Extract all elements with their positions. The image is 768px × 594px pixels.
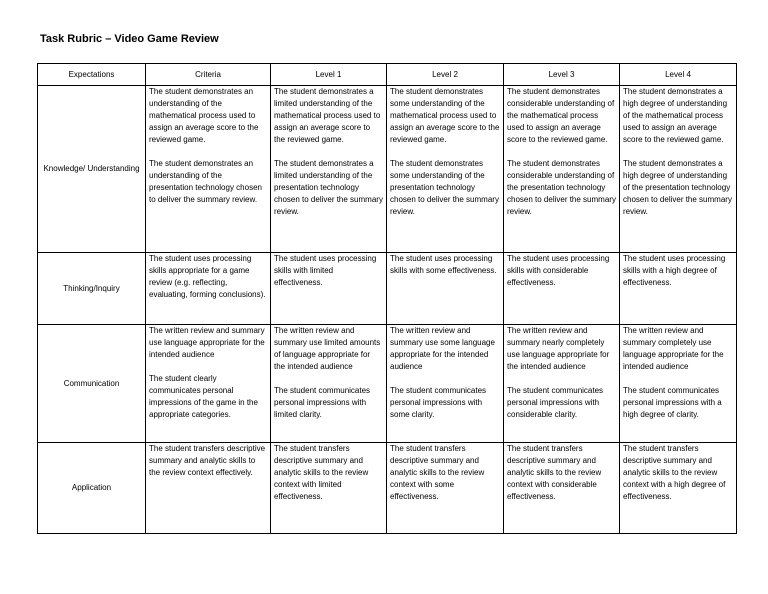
level-1-cell (271, 253, 387, 325)
level-1-cell (271, 86, 387, 253)
level-1-cell (271, 443, 387, 534)
cell-text: The student uses processing skills with a high degree of effectiveness. (623, 254, 726, 287)
expectation-cell: Thinking/Inquiry (38, 253, 146, 325)
cell-text: The student communicates personal impressions with a high degree of clarity. (623, 386, 722, 419)
level-3-cell (504, 443, 620, 534)
cell-text: The student demonstrates a limited understanding of the presentation technology chosen to deliver the summary review. (274, 159, 383, 216)
table-row (38, 325, 737, 443)
cell-text: The student communicates personal impressions with some clarity. (390, 386, 487, 419)
level-4-cell (620, 86, 737, 253)
level-4-cell (620, 443, 737, 534)
level-2-cell (387, 86, 504, 253)
cell-text: The student communicates personal impressions with limited clarity. (274, 386, 371, 419)
cell-text: The student uses processing skills with some effectiveness. (390, 254, 497, 275)
cell-text: The student demonstrates a limited understanding of the mathematical process used to assign an average score to the reviewed game. (274, 87, 381, 144)
table-row (38, 86, 737, 253)
cell-text: The student clearly communicates personal impressions of the game in the appropriate categories. (149, 374, 258, 419)
criteria-cell (146, 325, 271, 443)
criteria-cell (146, 253, 271, 325)
header-level-4: Level 4 (620, 64, 737, 86)
expectation-cell: Knowledge/ Understanding (38, 86, 146, 253)
cell-text: The student demonstrates a high degree of understanding of the presentation technology chosen to deliver the summary review. (623, 159, 732, 216)
header-level-2: Level 2 (387, 64, 504, 86)
cell-text: The student communicates personal impressions with considerable clarity. (507, 386, 604, 419)
page-title: Task Rubric – Video Game Review (40, 33, 219, 45)
cell-text: The student transfers descriptive summary and analytic skills to the review context with limited effectiveness. (274, 444, 369, 501)
cell-text: The written review and summary use some language appropriate for the intended audience (390, 326, 495, 371)
expectation-cell: Application (38, 443, 146, 534)
cell-text: The student demonstrates a high degree of understanding of the mathematical process used to assign an average score to the reviewed game. (623, 87, 728, 144)
cell-text: The student demonstrates some understanding of the presentation technology chosen to deliver the summary review. (390, 159, 499, 216)
level-3-cell (504, 86, 620, 253)
level-2-cell (387, 253, 504, 325)
level-3-cell (504, 325, 620, 443)
cell-text: The written review and summary nearly completely use language appropriate for the intended audience (507, 326, 610, 371)
criteria-cell (146, 443, 271, 534)
cell-text: The student transfers descriptive summary and analytic skills to the review context with considerable effectiveness. (507, 444, 602, 501)
table-header-row (38, 64, 737, 86)
level-4-cell (620, 253, 737, 325)
level-2-cell (387, 325, 504, 443)
header-level-1: Level 1 (271, 64, 387, 86)
header-criteria: Criteria (146, 64, 271, 86)
cell-text: The student uses processing skills appropriate for a game review (e.g. reflecting, evaluating, forming conclusions). (149, 254, 266, 299)
cell-text: The written review and summary completely use language appropriate for the intended audience (623, 326, 724, 371)
expectation-cell: Communication (38, 325, 146, 443)
cell-text: The student demonstrates an understanding of the mathematical process used to assign an average score to the reviewed game. (149, 87, 259, 144)
cell-text: The student demonstrates some understanding of the mathematical process used to assign an average score to the reviewed game. (390, 87, 500, 144)
cell-text: The written review and summary use language appropriate for the intended audience (149, 326, 265, 359)
cell-text: The student demonstrates considerable understanding of the mathematical process used to assign an average score to the reviewed game. (507, 87, 615, 144)
cell-text: The student transfers descriptive summary and analytic skills to the review context effectively. (149, 444, 266, 477)
cell-text: The written review and summary use limited amounts of language appropriate for the intended audience (274, 326, 381, 371)
criteria-cell (146, 86, 271, 253)
level-1-cell (271, 325, 387, 443)
cell-text: The student transfers descriptive summary and analytic skills to the review context with a high degree of effectiveness. (623, 444, 726, 501)
header-expectations: Expectations (38, 64, 146, 86)
level-4-cell (620, 325, 737, 443)
level-2-cell (387, 443, 504, 534)
cell-text: The student uses processing skills with limited effectiveness. (274, 254, 377, 287)
header-level-3: Level 3 (504, 64, 620, 86)
table-row (38, 253, 737, 325)
rubric-table (37, 63, 737, 534)
table-row (38, 443, 737, 534)
cell-text: The student uses processing skills with considerable effectiveness. (507, 254, 610, 287)
level-3-cell (504, 253, 620, 325)
cell-text: The student transfers descriptive summary and analytic skills to the review context with some effectiveness. (390, 444, 485, 501)
cell-text: The student demonstrates considerable understanding of the presentation technology chosen to deliver the summary review. (507, 159, 616, 216)
cell-text: The student demonstrates an understanding of the presentation technology chosen to deliver the summary review. (149, 159, 262, 204)
